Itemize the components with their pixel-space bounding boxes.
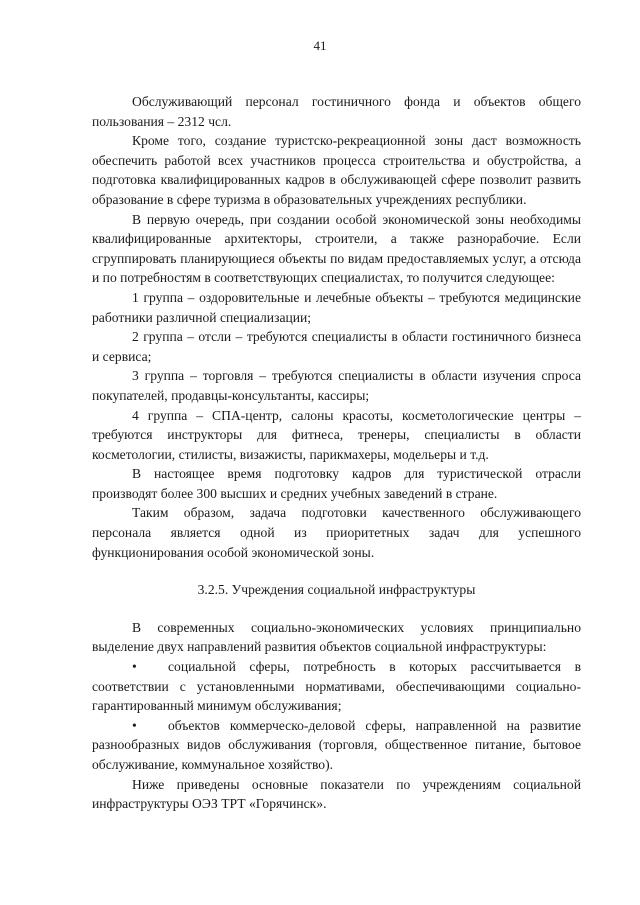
bullet-marker: • [132, 717, 137, 733]
paragraph-group-1: 1 группа – оздоровительные и лечебные объекты – требуются медицинские работники различной специализации; [92, 289, 581, 325]
paragraph-group-3: 3 группа – торговля – требуются специалисты в области изучения спроса покупателей, продавцы-консультанты, кассиры; [92, 368, 581, 403]
paragraph-recreation-zone: Кроме того, создание туристско-рекреационной зоны даст возможность обеспечить работой всех участников процесса строительства и обустройства, а подготовка квалифицированных кадров в обслуживающей сфере позволит развить образование в сфере туризма в образовательных учреждениях республики. [92, 133, 581, 207]
bullet-item-commercial [92, 716, 581, 775]
paragraph-group-4: 4 группа – СПА-центр, салоны красоты, косметологические центры – требуются инструкторы для фитнеса, тренеры, специалисты в области косметологии, стилисты, визажисты, парикмахеры, модельеры и т.д. [92, 407, 581, 462]
page-number: 41 [313, 38, 327, 53]
bullet-marker: • [132, 659, 137, 675]
paragraph-education: В настоящее время подготовку кадров для туристической отрасли производят более 300 высших и средних учебных заведений в стране. [92, 466, 581, 501]
section-intro: В современных социально-экономических условиях принципиально выделение двух направлений развития объектов социальной инфраструктуры: [92, 619, 581, 655]
paragraph-priority-specialists: В первую очередь, при создании особой экономической зоны необходимы квалифицированные архитекторы, строители, а также разнорабочие. Если сгруппировать планирующиеся объекты по видам предоставляемых услуг, а отсюда и по потребностям в соответствующих специалистах, то получится следующее: [92, 211, 581, 286]
section-closing: Ниже приведены основные показатели по учреждениям социальной инфраструктуры ОЭЗ ТРТ «Горячинск». [92, 776, 581, 812]
bullet-text: объектов коммерческо-деловой сферы, направленной на развитие разнообразных видов обслуживания (торговля, общественное питание, бытовое обслуживание, коммунальное хозяйство). [92, 717, 581, 772]
bullet-item-social [92, 657, 581, 716]
section-heading: 3.2.5. Учреждения социальной инфраструктуры [197, 582, 476, 598]
paragraph-group-2: 2 группа – отсли – требуются специалисты в области гостиничного бизнеса и сервиса; [92, 329, 581, 364]
bullet-text: социальной сферы, потребность в которых рассчитывается в соответствии с установленными нормативами, обеспечивающими социально-гарантированный минимум обслуживания; [92, 659, 581, 714]
paragraph-conclusion: Таким образом, задача подготовки качественного обслуживающего персонала является одной из приоритетных задач для успешного функционирования особой экономической зоны. [92, 505, 581, 560]
paragraph-staff: Обслуживающий персонал гостиничного фонда и объектов общего пользования – 2312 чсл. [92, 94, 581, 129]
document-body [92, 92, 581, 814]
